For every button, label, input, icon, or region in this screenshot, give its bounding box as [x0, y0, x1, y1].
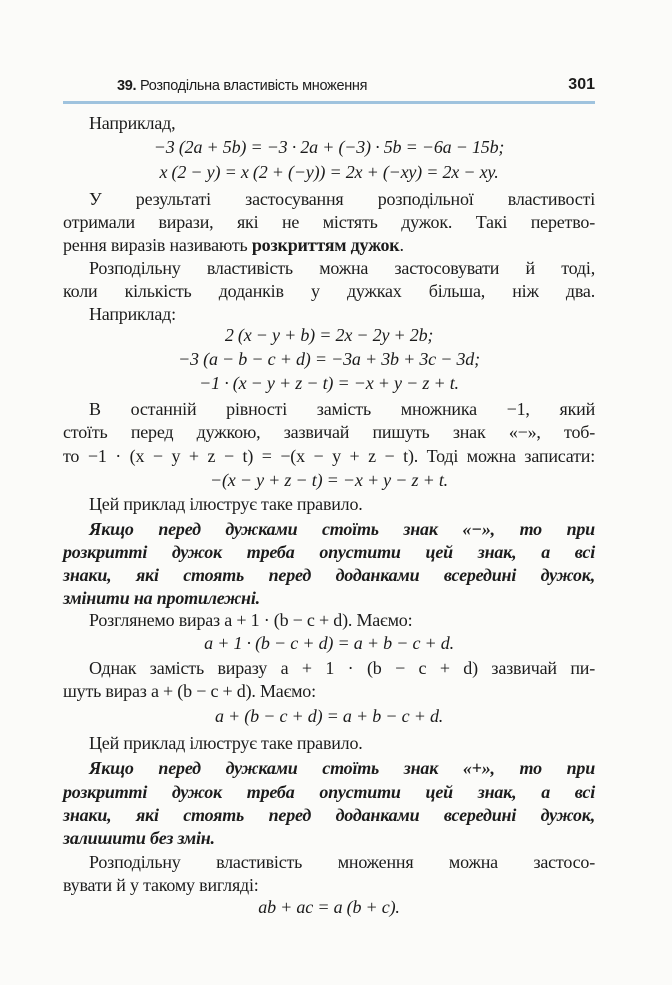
text-span: У результаті застосування розподільної властивості [89, 189, 595, 209]
section-title: Розподільна властивість множення [140, 78, 368, 94]
text-span: стоїть перед дужкою, зазвичай пишуть знак «−», тоб- [63, 422, 595, 442]
formula-line [63, 372, 595, 394]
header-rule [63, 101, 595, 104]
text-line [63, 781, 595, 803]
text-span: розкритті дужок треба опустити цей знак, а всі [63, 542, 595, 562]
formula-line [63, 136, 595, 158]
text-span: знаки, які стоять перед доданками всередині дужок, [63, 805, 595, 825]
text-line [63, 732, 595, 754]
text-span: Однак замість виразу a + 1 · (b − c + d) зазвичай пи- [89, 658, 595, 678]
text-span: В останній рівності замість множника −1, який [89, 399, 595, 419]
text-line [63, 804, 595, 826]
text-line [63, 112, 595, 134]
text-span: 2 (x − y + b) = 2x − 2y + 2b; [224, 325, 434, 345]
text-line [63, 657, 595, 679]
text-span: Розподільну властивість можна застосовувати й тоді, [89, 258, 595, 278]
formula-line [63, 324, 595, 346]
text-line [63, 874, 595, 896]
text-line [63, 493, 595, 515]
formula-line [63, 896, 595, 918]
section-number: 39. [117, 78, 137, 94]
text-line [63, 398, 595, 420]
text-line [63, 188, 595, 210]
text-line [63, 234, 595, 256]
text-span: . [399, 235, 404, 255]
page-number: 301 [568, 76, 595, 93]
text-span: Наприклад: [89, 304, 176, 324]
text-span: ab + ac = a (b + c). [258, 897, 400, 917]
text-span: Розподільну властивість множення можна застосо- [89, 852, 595, 872]
text-line [63, 680, 595, 702]
text-span: Якщо перед дужками стоїть знак «+», то при [89, 758, 595, 778]
text-span: x (2 − y) = x (2 + (−y)) = 2x + (−xy) = 2x − xy. [159, 162, 499, 182]
text-line [63, 541, 595, 563]
text-span: −(x − y + z − t) = −x + y − z + t. [210, 470, 448, 490]
text-span: Цей приклад ілюструє таке правило. [89, 494, 363, 514]
text-line [63, 609, 595, 631]
text-span: Цей приклад ілюструє таке правило. [89, 733, 363, 753]
text-line [63, 211, 595, 233]
text-span: коли кількість доданків у дужках більша, ніж два. [63, 281, 595, 301]
text-span: вувати й у такому вигляді: [63, 875, 259, 895]
formula-line [63, 161, 595, 183]
text-span: змінити на протилежні. [63, 588, 260, 608]
text-span: −3 (2a + 5b) = −3 · 2a + (−3) · 5b = −6a − 15b; [153, 137, 505, 157]
text-line [63, 564, 595, 586]
text-line [63, 757, 595, 779]
text-line [63, 851, 595, 873]
text-span: −3 (a − b − c + d) = −3a + 3b + 3c − 3d; [178, 349, 480, 369]
running-header [63, 76, 595, 98]
text-span: a + (b − c + d) = a + b − c + d. [214, 706, 444, 726]
text-span: то −1 · (x − y + z − t) = −(x − y + z − t). Тоді можна записати: [63, 446, 595, 466]
text-line [63, 445, 595, 467]
text-span: отримали вирази, які не містять дужок. Такі перетво- [63, 212, 595, 232]
text-line [63, 280, 595, 302]
text-span: Якщо перед дужками стоїть знак «−», то при [89, 519, 595, 539]
text-line [63, 587, 595, 609]
text-line [63, 257, 595, 279]
text-span: −1 · (x − y + z − t) = −x + y − z + t. [199, 373, 459, 393]
text-line [63, 303, 595, 325]
text-line [63, 518, 595, 540]
text-line [63, 827, 595, 849]
text-span: залишити без змін. [63, 828, 215, 848]
text-span: шуть вираз a + (b − c + d). Маємо: [63, 681, 316, 701]
text-span: знаки, які стоять перед доданками всередині дужок, [63, 565, 595, 585]
text-span: Наприклад, [89, 113, 176, 133]
section-heading [117, 78, 367, 94]
text-span: розкритті дужок треба опустити цей знак, а всі [63, 782, 595, 802]
formula-line [63, 348, 595, 370]
formula-line [63, 632, 595, 654]
text-span: a + 1 · (b − c + d) = a + b − c + d. [204, 633, 454, 653]
term-bold: розкриттям дужок [251, 235, 400, 255]
formula-line [63, 705, 595, 727]
text-span: Розглянемо вираз a + 1 · (b − c + d). Маємо: [89, 610, 413, 630]
text-line [63, 421, 595, 443]
formula-line [63, 469, 595, 491]
text-span: рення виразів називають [63, 235, 252, 255]
